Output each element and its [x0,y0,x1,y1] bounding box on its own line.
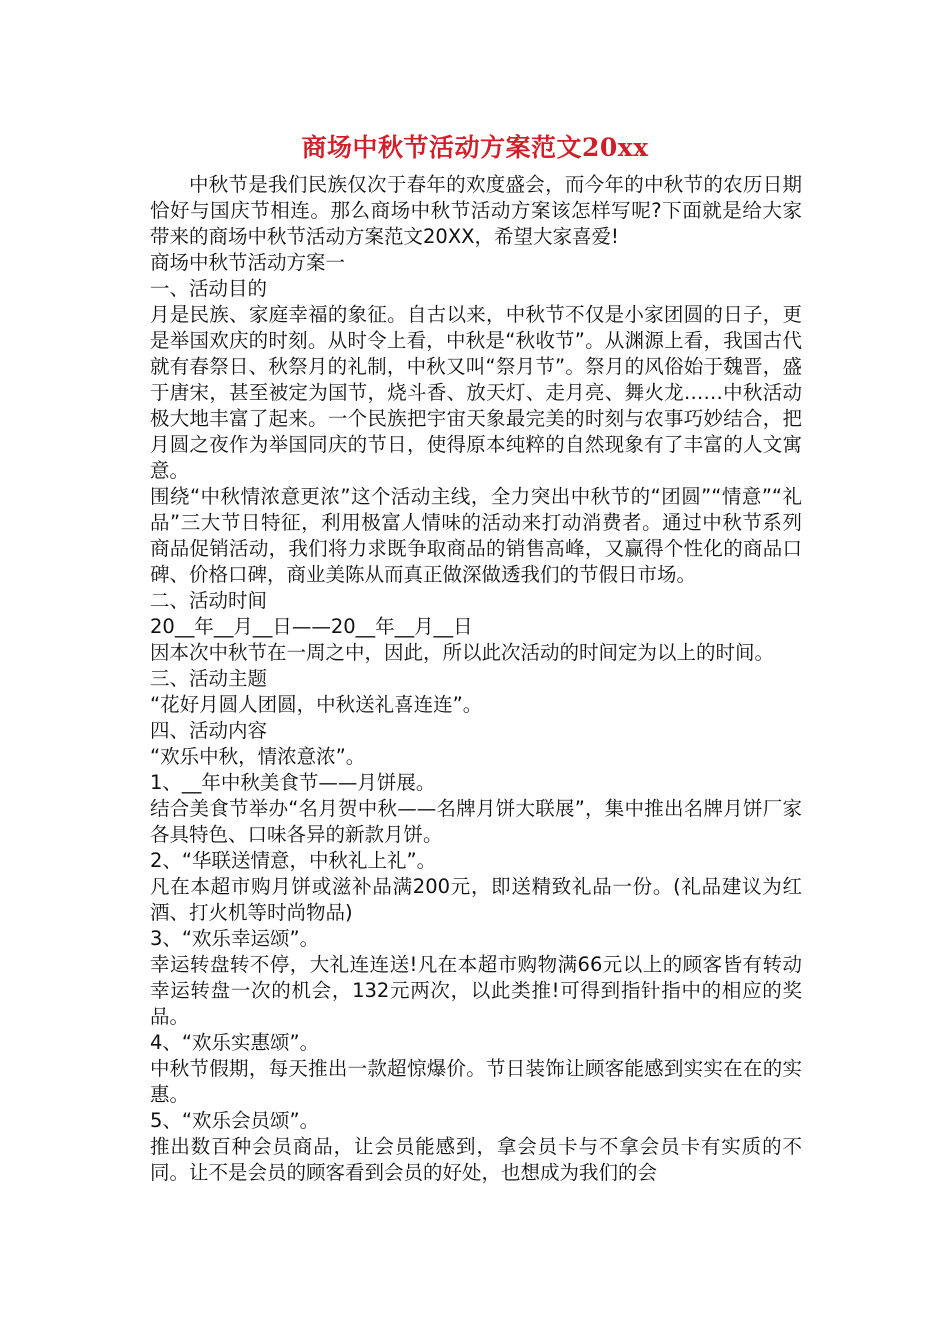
paragraph: 5、“欢乐会员颂”。 [150,1109,320,1132]
paragraph: 20__年__月__日——20__年__月__日 [150,615,473,638]
document-body [148,172,802,1186]
paragraph: 结合美食节举办“名月贺中秋——名牌月饼大联展”，集中推出名牌月饼厂家各具特色、口味各异的新款月饼。 [150,797,802,846]
paragraph: 2、“华联送情意，中秋礼上礼”。 [150,849,437,872]
paragraph: “花好月圆人团圆，中秋送礼喜连连”。 [150,693,483,716]
paragraph: 幸运转盘转不停，大礼连连送!凡在本超市购物满66元以上的顾客皆有转动幸运转盘一次的机会，132元两次，以此类推!可得到指针指中的相应的奖品。 [150,953,802,1028]
paragraph: 月是民族、家庭幸福的象征。自古以来，中秋节不仅是小家团圆的日子，更是举国欢庆的时刻。从时令上看，中秋是“秋收节”。从渊源上看，我国古代就有春祭日、秋祭月的礼制，中秋又叫“祭月节”。祭月的风俗始于魏晋，盛于唐宋，甚至被定为国节，烧斗香、放天灯、走月亮、舞火龙……中秋活动极大地丰富了起来。一个民族把宇宙天象最完美的时刻与农事巧妙结合，把月圆之夜作为举国同庆的节日，使得原本纯粹的自然现象有了丰富的人文寓意。 [150,303,802,482]
paragraph: “欢乐中秋，情浓意浓”。 [150,745,366,768]
paragraph: 围绕“中秋情浓意更浓”这个活动主线，全力突出中秋节的“团圆”“情意”“礼品”三大节日特征，利用极富人情味的活动来打动消费者。通过中秋节系列商品促销活动，我们将力求既争取商品的销售高峰，又赢得个性化的商品口碑、价格口碑，商业美陈从而真正做深做透我们的节假日市场。 [150,485,802,586]
paragraph: 因本次中秋节在一周之中，因此，所以此次活动的时间定为以上的时间。 [150,641,775,664]
paragraph: 一、活动目的 [150,277,268,300]
paragraph: 三、活动主题 [150,667,268,690]
document-title: 商场中秋节活动方案范文20xx [301,133,649,162]
paragraph: 1、__年中秋美食节——月饼展。 [150,771,436,794]
paragraph: 中秋节是我们民族仅次于春年的欢度盛会，而今年的中秋节的农历日期恰好与国庆节相连。那么商场中秋节活动方案该怎样写呢?下面就是给大家带来的商场中秋节活动方案范文20XX，希望大家喜爱! [150,173,802,248]
paragraph: 凡在本超市购月饼或滋补品满200元，即送精致礼品一份。(礼品建议为红酒、打火机等时尚物品) [150,875,802,924]
paragraph: 二、活动时间 [150,589,268,612]
paragraph: 4、“欢乐实惠颂”。 [150,1031,320,1054]
paragraph: 四、活动内容 [150,719,268,742]
paragraph: 中秋节假期，每天推出一款超惊爆价。节日装饰让顾客能感到实实在在的实惠。 [150,1057,802,1106]
paragraph: 商场中秋节活动方案一 [150,251,346,274]
paragraph: 3、“欢乐幸运颂”。 [150,927,320,950]
paragraph: 推出数百种会员商品，让会员能感到，拿会员卡与不拿会员卡有实质的不同。让不是会员的顾客看到会员的好处，也想成为我们的会 [150,1135,802,1184]
